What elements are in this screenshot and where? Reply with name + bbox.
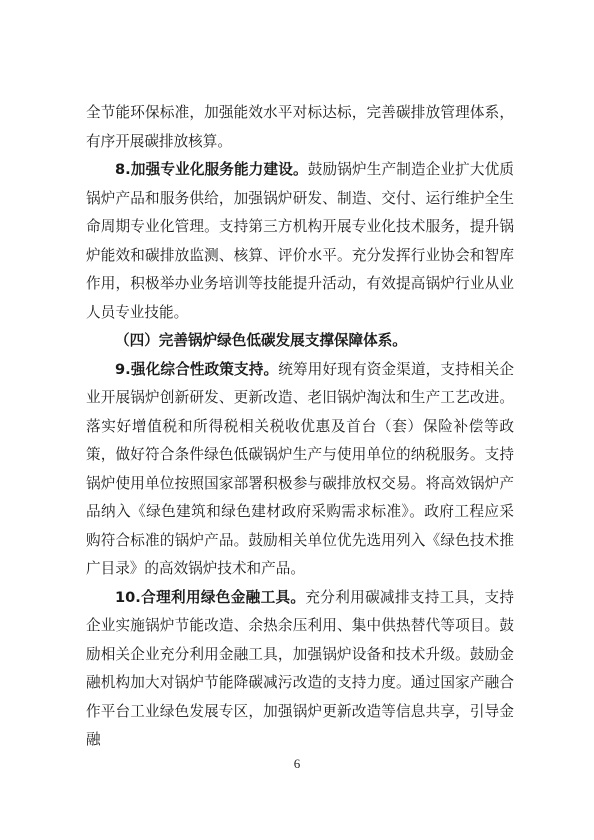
paragraph-8 xyxy=(86,156,514,327)
paragraph-9-body: 统筹用好现有资金渠道，支持相关企业开展锅炉创新研发、更新改造、老旧锅炉淘汰和生产工艺改进。落实好增值税和所得税相关税收优惠及首台（套）保险补偿等政策，做好符合条件绿色低碳锅炉生产与使用单位的纳税服务。支持锅炉使用单位按照国家部署积极参与碳排放权交易。将高效锅炉产品纳入《绿色建筑和绿色建材政府采购需求标准》。政府工程应采购符合标准的锅炉产品。鼓励相关单位优先选用列入《绿色技术推广目录》的高效锅炉技术和产品。 xyxy=(86,360,514,577)
paragraph-8-title: 8.加强专业化服务能力建设。 xyxy=(115,161,308,178)
paragraph-10-body: 充分利用碳减排支持工具，支持企业实施锅炉节能改造、余热余压利用、集中供热替代等项目。鼓励相关企业充分利用金融工具，加强锅炉设备和技术升级。鼓励金融机构加大对锅炉节能降碳减污改造的支持力度。通过国家产融合作平台工业绿色发展专区，加强锅炉更新改造等信息共享，引导金融 xyxy=(86,588,514,748)
section-heading-4: （四）完善锅炉绿色低碳发展支撑保障体系。 xyxy=(115,332,407,349)
paragraph-10 xyxy=(86,584,514,755)
paragraph-10-title: 10.合理利用绿色金融工具。 xyxy=(115,588,306,606)
page-number: 6 xyxy=(293,756,301,771)
paragraph-continued: 全节能环保标准，加强能效水平对标达标，完善碳排放管理体系，有序开展碳排放核算。 xyxy=(86,104,514,150)
body-text xyxy=(86,99,514,755)
paragraph-9-title: 9.强化综合性政策支持。 xyxy=(115,360,279,378)
paragraph-8-body: 鼓励锅炉生产制造企业扩大优质锅炉产品和服务供给，加强锅炉研发、制造、交付、运行维护全生命周期专业化管理。支持第三方机构开展专业化技术服务，提升锅炉能效和碳排放监测、核算、评价水平。充分发挥行业协会和智库作用，积极举办业务培训等技能提升活动，有效提高锅炉行业从业人员专业技能。 xyxy=(86,161,514,321)
paragraph-9 xyxy=(86,356,514,584)
